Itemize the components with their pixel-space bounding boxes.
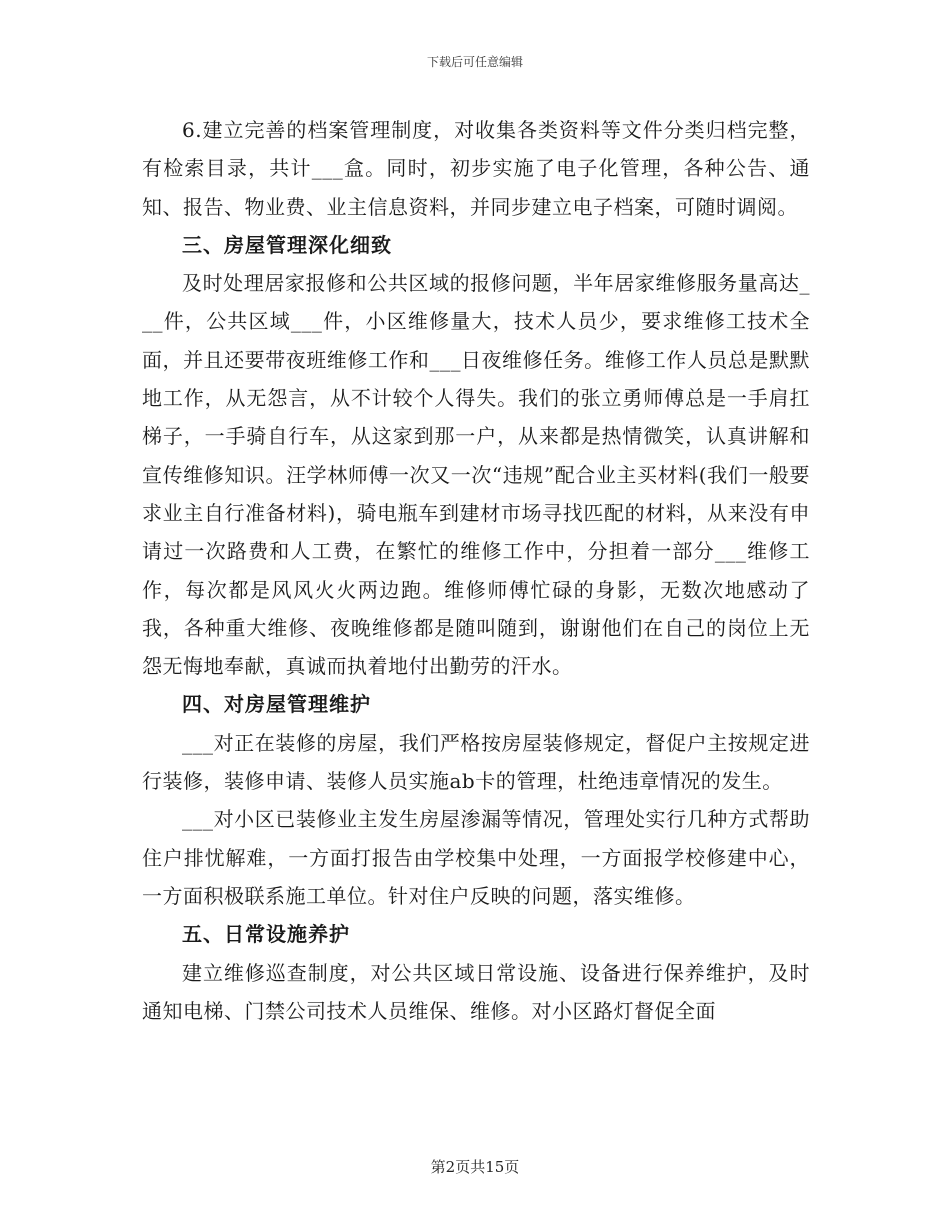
paragraph-house-repair: 及时处理居家报修和公共区域的报修问题，半年居家维修服务量高达___件，公共区域___件，小区维修量大，技术人员少，要求维修工技术全面，并且还要带夜班维修工作和___日夜维修任务。维修工作人员总是默默地工作，从无怨言，从不计较个人得失。我们的张立勇师傅总是一手肩扛梯子，一手骑自行车，从这家到那一户，从来都是热情微笑，认真讲解和宣传维修知识。汪学林师傅一次又一次“违规”配合业主买材料(我们一般要求业主自行准备材料)，骑电瓶车到建材市场寻找匹配的材料，从来没有申请过一次路费和人工费，在繁忙的维修工作中，分担着一部分___维修工作，每次都是风风火火两边跑。维修师傅忙碌的身影，无数次地感动了我，各种重大维修、夜晚维修都是随叫随到，谢谢他们在自己的岗位上无怨无悔地奉献，真诚而执着地付出勤劳的汗水。 [142,271,810,679]
paragraph-renovation: ___对正在装修的房屋，我们严格按房屋装修规定，督促户主按规定进行装修，装修申请、装修人员实施ab卡的管理，杜绝违章情况的发生。 [142,730,810,794]
section-heading-5: 五、日常设施养护 [182,922,350,947]
page-header: 下载后可任意编辑 [426,55,523,69]
paragraph-archive-management: 6.建立完善的档案管理制度，对收集各类资料等文件分类归档完整，有检索目录，共计___盒。同时，初步实施了电子化管理，各种公告、通知、报告、物业费、业主信息资料，并同步建立电子档案，可随时调阅。 [142,118,810,219]
section-heading-3: 三、房屋管理深化细致 [182,232,392,257]
paragraph-leakage: ___对小区已装修业主发生房屋渗漏等情况，管理处实行几种方式帮助住户排忧解难，一方面打报告由学校集中处理，一方面报学校修建中心，一方面积极联系施工单位。针对住户反映的问题，落实维修。 [142,807,810,908]
page-number: 第2页共15页 [430,1158,520,1176]
document-body [142,111,810,1030]
paragraph-facility-maintenance: 建立维修巡查制度，对公共区域日常设施、设备进行保养维护，及时通知电梯、门禁公司技术人员维保、维修。对小区路灯督促全面 [142,960,810,1023]
section-heading-4: 四、对房屋管理维护 [182,692,371,717]
